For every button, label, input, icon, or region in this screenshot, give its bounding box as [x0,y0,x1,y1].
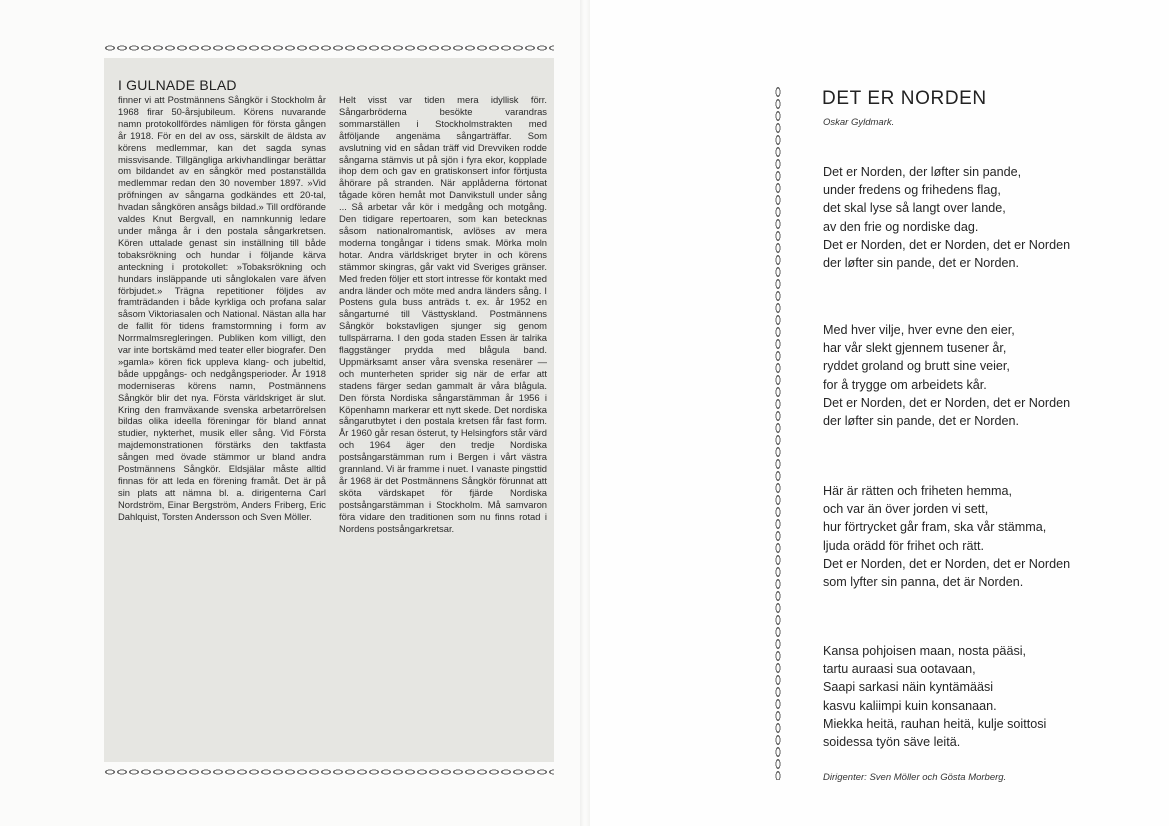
poem-line: som lyfter sin panna, det är Norden. [823,575,1024,590]
poem-line: det skal lyse så langt over lande, [823,201,1006,216]
article-title: I GULNADE BLAD [118,77,237,94]
poem-line: Med hver vilje, hver evne den eier, [823,323,1015,337]
poem-line: har vår slekt gjennem tusener år, [823,341,1007,356]
poem-line: tartu auraasi sua ootavaan, [823,662,976,677]
article-column-1: finner vi att Postmännens Sångkör i Stockholm år 1968 firar 50-årsjubileum. Körens nuvarande namn protokollfördes nämligen för första gången år 1918. För en del av oss, särskilt de äldsta av körens medlemmar, kan det sagda synas missvisande. Tillgängliga arkivhandlingar berättar om bildandet av en sångkör med postanställda medlemmar redan den 30 november 1897. »Vid pröfningen av sångarna godkändes ett 20-tal, hvadan sångkören ansågs bildad.» Till ordförande valdes Knut Bergvall, en namnkunnig ledare under många år i den postala sångarkretsen. Kören uttalade genast sin inställning till både tobaksrökning och hundar i följande kärva anteckning i protokollet: »Tobaksrökning och hundars insläppande uti sånglokalen vare äfven förbjudet.» Trägna repetitioner följdes av framträdanden i både kyrkliga och profana salar såsom Viktoriasalen och National. Nästan alla har de fallit för tidens framstormning i form av Norrmalmsregleringen. Publiken kom villigt, den var inte bortskämd med teater eller biografer. Den »gamla» kören fick uppleva klang- och jubeltid, både uppgångs- och nedgångsperioder. År 1918 moderniseras körens namn, Postmännens Sångkör blir det nya. Första världskriget är slut. Kring den framväxande svenska arbetarrörelsen bildas olika ideella föreningar för bland annat studier, nykterhet, musik eller sång. Vid Första majdemonstrationen förstärks den taktfasta sången med övade stämmor ur bland andra Postmännens Sångkör. Eldsjälar måste alltid finnas för att leda en förening framåt. Det är på sin plats att nämna bl. a. dirigenterna Carl Nordström, Einar Bergström, Anders Friberg, Eric Dahlquist, Torsten Andersson och Sven Möller. [118,94,326,522]
poem-line: soidessa työn säve leitä. [823,735,961,750]
poem-line: Miekka heitä, rauhan heitä, kulje soittosi [823,716,1047,731]
poem-line: der løfter sin pande, det er Norden. [823,256,1020,271]
poem-line: Det er Norden, det er Norden, det er Norden [823,556,1071,571]
poem-author: Oskar Gyldmark. [823,117,895,128]
chain-border-bottom [104,768,554,776]
conductor-credit: Dirigenter: Sven Möller och Gösta Morberg. [823,772,1007,783]
poem-line: ryddet groland og brutt sine veier, [823,359,1010,374]
poem-line: for å trygge om arbeidets kår. [823,377,987,392]
poem-line: av den frie og nordiske dag. [823,219,979,234]
poem-title: DET ER NORDEN [822,88,987,109]
poem-line: och var än över jorden vi sett, [823,502,989,517]
chain-border-top [104,44,554,52]
poem-line: ljuda orädd för frihet och rätt. [823,538,985,553]
poem-line: Det er Norden, det er Norden, det er Norden [823,395,1071,410]
chain-border-left [774,86,782,780]
poem-line: Här är rätten och friheten hemma, [823,484,1012,498]
stanza-4 [823,642,1153,751]
poem-line: Det er Norden, det er Norden, det er Norden [823,237,1071,252]
poem-line: Kansa pohjoisen maan, nosta pääsi, [823,644,1027,658]
stanza-1 [823,163,1153,272]
poem-line: kasvu kaliimpi kuin konsanaan. [823,698,997,713]
poem-line: Saapi sarkasi näin kyntämääsi [823,680,994,695]
poem-line: under fredens og frihedens flag, [823,183,1001,198]
poem-line: der løfter sin pande, det er Norden. [823,414,1020,429]
poem-line: hur förtrycket går fram, ska vår stämma, [823,520,1047,535]
article-column-2: Helt visst var tiden mera idyllisk förr. Sångarbröderna besökte varandras sommarställen i Stockholmstrakten med åtföljande angenäma sångarträffar. Som avslutning vid en sådan träff vid Drevviken rodde sångarna stämvis ut på sjön i fyra ekor, kopplade ihop dem och gav en gratiskonsert infor förtjusta åhörare på stranden. När applåderna förtonat tågade kören hemåt mot Danvikstull under sång ... Så arbetar vår kör i medgång och motgång. Den tidigare repertoaren, som kan betecknas såsom nationalromantisk, avlöses av mera moderna tongångar i tidens smak. Mörka moln hotar. Andra världskriget bryter in och körens stämmor skingras, går vakt vid Sveriges gränser. Med freden följer ett stort intresse för kontakt med andra länder och möte med andra länders sång. I Postens gula buss anträds t. ex. år 1952 en sångarturné till Västtyskland. Postmännens Sångkör bokstavligen sjunger sig genom tullspärrarna. I den goda staden Essen är talrika flaggstänger prydda med blågula band. Uppmärksamt anser våra svenska resenärer — och munterheten sprider sig när de erfar att stadens färger sedan gammalt är våra blågula. Den första Nordiska sångarstämman år 1956 i Köpenhamn markerar ett nytt skede. Det nordiska sångarutbytet i den postala kretsen får fast form. År 1960 går resan österut, ty Helsingfors står värd och 1964 äger den tredje Nordiska postsångarstämman rum i Bergen i vårt västra grannland. Vi är framme i nuet. I vanaste pingsttid år 1968 är det Postmännens Sångkör förunnat att sköta värdskapet för fjärde Nordiska postsångarstämman i Stockholm. Må samvaron föra vidare den traditionen som nu finns rotad i Nordens postsångarkretsar. [339,94,547,534]
stanza-2 [823,321,1153,430]
poem-line: Det er Norden, der løfter sin pande, [823,165,1022,179]
book-gutter [580,0,590,826]
stanza-3 [823,482,1153,591]
